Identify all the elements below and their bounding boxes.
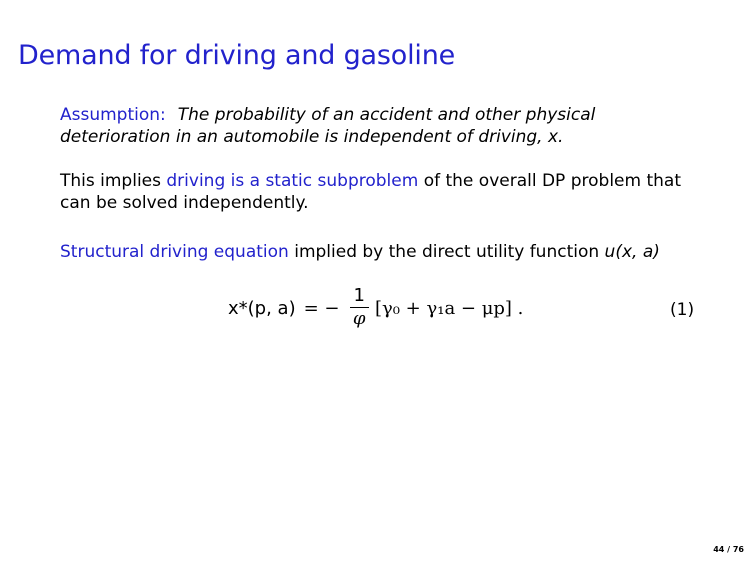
utility-function: u(x, a) xyxy=(604,242,660,262)
equation-equals: = − xyxy=(303,297,340,319)
implies-pre: This implies xyxy=(60,171,167,191)
implies-highlight: driving is a static subproblem xyxy=(166,171,419,191)
equation-number: (1) xyxy=(670,300,695,320)
assumption-paragraph xyxy=(60,104,700,148)
slide-title: Demand for driving and gasoline xyxy=(18,40,456,71)
equation-lhs: x*(p, a) xyxy=(228,297,296,319)
assumption-label: Assumption: xyxy=(60,105,166,125)
equation-rhs: [γ₀ + γ₁a − μp] . xyxy=(374,297,524,319)
equation-fraction xyxy=(350,286,369,330)
driving-equation xyxy=(228,286,523,330)
fraction-numerator: 1 xyxy=(350,286,369,308)
assumption-text: The probability of an accident and other physical deterioration in an automobile is independent of driving, x. xyxy=(60,105,596,147)
structural-highlight: Structural driving equation xyxy=(60,242,289,262)
structural-post: implied by the direct utility function xyxy=(288,242,605,262)
page-indicator: 44 / 76 xyxy=(713,545,744,554)
fraction-denominator: φ xyxy=(352,308,366,329)
implies-post: of the overall DP problem that can be solved independently. xyxy=(60,171,681,213)
implies-paragraph xyxy=(60,170,700,214)
structural-paragraph xyxy=(60,241,700,263)
